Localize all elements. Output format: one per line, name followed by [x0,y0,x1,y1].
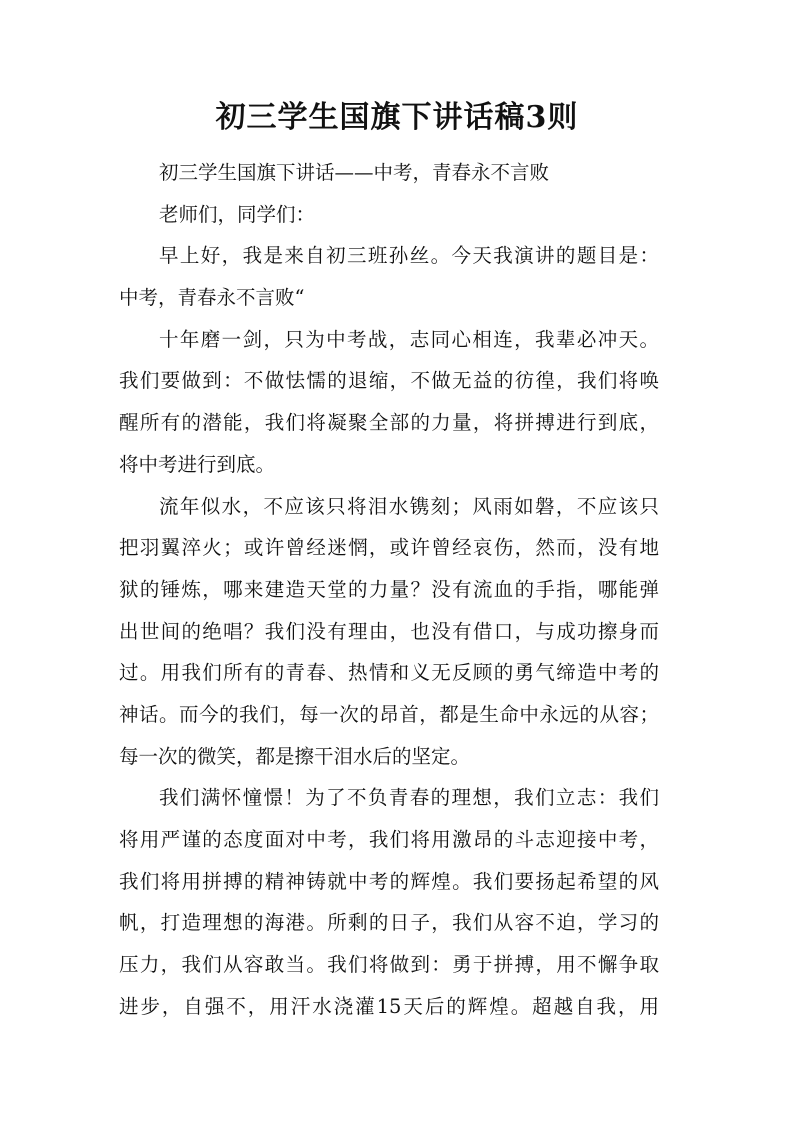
document-body [119,152,659,1027]
paragraph-line: 进步，自强不，用汗水浇灌15天后的辉煌。超越自我，用 [119,994,659,1018]
paragraph-line: 我们将用拼搏的精神铸就中考的辉煌。我们要扬起希望的风 [119,869,659,893]
paragraph-line: 老师们，同学们： [159,202,316,226]
paragraph-line: 每一次的微笑，都是擦干泪水后的坚定。 [119,744,471,768]
paragraph [119,777,659,1027]
paragraph-line: 神话。而今的我们，每一次的昂首，都是生命中永远的从容； [119,702,659,726]
paragraph-line: 过。用我们所有的青春、热情和义无反顾的勇气缔造中考的 [119,661,659,685]
paragraph-line: 早上好，我是来自初三班孙丝。今天我演讲的题目是： [159,244,659,268]
paragraph [119,235,659,318]
paragraph-line: 流年似水，不应该只将泪水镌刻；风雨如磐，不应该只 [159,494,659,518]
paragraph-line: 我们要做到：不做怯懦的退缩，不做无益的彷徨，我们将唤 [119,369,659,393]
paragraph-line: 狱的锤炼，哪来建造天堂的力量？没有流血的手指，哪能弹 [119,577,659,601]
paragraph-line: 把羽翼淬火；或许曾经迷惘，或许曾经哀伤，然而，没有地 [119,536,659,560]
paragraph-line: 压力，我们从容敢当。我们将做到：勇于拼搏，用不懈争取 [119,953,659,977]
paragraph-line: 初三学生国旗下讲话——中考，青春永不言败 [159,161,550,184]
paragraph-line: 中考，青春永不言败“ [119,286,305,310]
paragraph-line: 将中考进行到底。 [119,452,276,476]
document-title: 初三学生国旗下讲话稿3则 [215,100,579,135]
paragraph-line: 我们满怀憧憬！为了不负青春的理想，我们立志：我们 [159,786,659,810]
paragraph-line: 出世间的绝唱？我们没有理由，也没有借口，与成功擦身而 [119,619,659,643]
paragraph-line: 将用严谨的态度面对中考，我们将用激昂的斗志迎接中考， [119,828,659,851]
paragraph [119,319,659,486]
paragraph-line: 帆，打造理想的海港。所剩的日子，我们从容不迫，学习的 [119,911,659,935]
paragraph [119,486,659,778]
paragraph [119,194,659,236]
paragraph-line: 醒所有的潜能，我们将凝聚全部的力量，将拼搏进行到底， [119,411,659,435]
paragraph-line: 十年磨一剑，只为中考战，志同心相连，我辈必冲天。 [159,327,659,351]
paragraph [119,152,659,194]
